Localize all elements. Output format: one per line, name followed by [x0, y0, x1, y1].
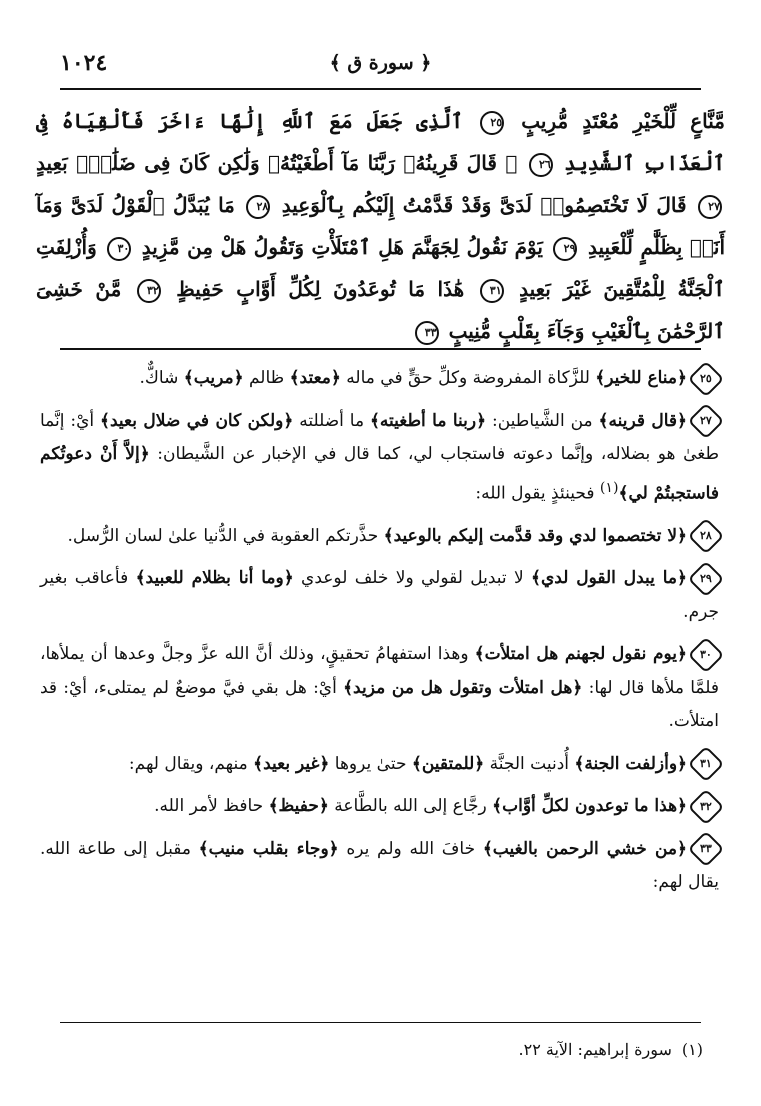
quoted-verse: ﴿ربنا ما أطغيته﴾: [369, 410, 487, 431]
commentary-notes: [40, 362, 719, 909]
header-rule: [60, 88, 701, 90]
quoted-verse: ﴿حفيظ﴾: [268, 796, 329, 817]
quran-verse-text: هَٰذَا مَا تُوعَدُونَ لِكُلِّ أَوَّابٍ حَفِيظٍ: [176, 277, 465, 301]
verse-number-badge: ٢٨: [688, 518, 725, 555]
ayah-number-marker: ٣٢: [137, 279, 161, 303]
verse-number-badge: ٣٠: [688, 636, 725, 673]
explanation-text: للزَّكاة المفروضة وكلِّ حقٍّ في ماله: [340, 368, 596, 388]
verse-number-badge: ٢٧: [688, 403, 725, 440]
quran-verse-text: مَّنْ خَشِىَ ٱلرَّحْمَٰنَ بِٱلْغَيْبِ وَجَآءَ بِقَلْبٍ مُّنِيبٍ: [36, 277, 725, 343]
quoted-verse: ﴿ولكن كان في ضلال بعيد﴾: [100, 410, 294, 431]
quoted-verse: ﴿مريب﴾: [183, 368, 244, 388]
quran-verse-text: ٱلَّذِى جَعَلَ مَعَ ٱللَّهِ إِلَٰهًا ءَاخَرَ فَأَلْقِيَاهُ فِى ٱلْعَذَابِ ٱلشَّدِيدِ: [36, 109, 726, 175]
quran-verse-text: مَّنَّاعٍ لِّلْخَيْرِ مُعْتَدٍ مُّرِيبٍ: [521, 109, 725, 133]
quoted-verse: ﴿هذا ما توعدون لكلِّ أوَّاب﴾: [492, 796, 687, 817]
explanation-text: حتىٰ يروها: [329, 753, 412, 774]
footnote: [60, 1036, 703, 1064]
ayah-number-marker: ٢٦: [529, 153, 553, 177]
quoted-verse: ﴿قال قرينه﴾: [598, 410, 688, 431]
quran-text-block: [36, 100, 725, 352]
explanation-text: منهم، ويقال لهم:: [128, 753, 254, 774]
verse-number-badge: ٣٢: [688, 788, 725, 825]
explanation-text: أيْ: هل بقي فيَّ موضعٌ لم يمتلىء، أيْ: قد امتلأت.: [40, 677, 719, 732]
quoted-verse: ﴿وجاء بقلب منيب﴾: [198, 838, 339, 859]
explanation-text: وهذا استفهامُ تحقيقٍ، وذلك أنَّ الله عزَّ وجلَّ وعدها أن يملأها، فلمَّا ملأها قال لها:: [40, 644, 719, 698]
explanation-text: أيْ: إنَّما طغىٰ هو بضلاله، وإنَّما دعوته فاستجاب لي، كما قال في الإخبار عن الشَّيطان:: [40, 410, 719, 464]
verse-number-badge: ٢٩: [688, 560, 725, 597]
quoted-verse: ﴿للمتقين﴾: [411, 753, 485, 774]
quoted-verse: ﴿غير بعيد﴾: [253, 753, 330, 774]
ayah-number-marker: ٣١: [480, 279, 504, 303]
quoted-verse: ﴿ما يبدل القول لدي﴾: [531, 568, 687, 589]
section-divider: [60, 348, 701, 350]
explanation-text: رجَّاع إلى الله بالطَّاعة: [328, 796, 493, 817]
ayah-number-marker: ٣٣: [415, 321, 439, 345]
explanation-text: حذَّرتكم العقوبة في الدُّنيا علىٰ لسان الرُّسل.: [67, 525, 384, 546]
explanation-text: ظالم: [243, 368, 290, 388]
explanation-text: ما أضللته: [293, 410, 370, 431]
quran-verse-text: قَالَ لَا تَخْتَصِمُوا۟ لَدَىَّ وَقَدْ قَدَّمْتُ إِلَيْكُم بِٱلْوَعِيدِ: [281, 193, 687, 217]
quran-verse-text: يَوْمَ نَقُولُ لِجَهَنَّمَ هَلِ ٱمْتَلَأْتِ وَتَقُولُ هَلْ مِن مَّزِيدٍ: [141, 235, 543, 259]
commentary-note-31: [40, 748, 719, 782]
commentary-note-28: [40, 520, 719, 554]
footnote-text: سورة إبراهيم: الآية ٢٢.: [518, 1040, 672, 1059]
quoted-verse: ﴿من خشي الرحمن بالغيب﴾: [482, 838, 687, 859]
explanation-text: شاكٌّ.: [139, 368, 184, 388]
commentary-note-27: [40, 405, 719, 511]
quoted-verse: ﴿لا تختصموا لدي وقد قدَّمت إليكم بالوعيد﴾: [383, 525, 687, 546]
footnote-reference: (١): [599, 479, 619, 496]
quran-verse-text: مَا يُبَدَّلُ ٱلْقَوْلُ لَدَىَّ وَمَآ أَنَا۠ بِظَلَّٰمٍ لِّلْعَبِيدِ: [36, 193, 726, 259]
quoted-verse: ﴿وما أنا بظلام للعبيد﴾: [135, 568, 294, 589]
explanation-text: أُدنيت الجنَّة: [484, 753, 575, 774]
footnote-number: (١): [681, 1040, 703, 1059]
commentary-note-30: [40, 638, 719, 739]
quoted-verse: ﴿مناع للخير﴾: [595, 368, 687, 388]
verse-number-badge: ٣٣: [688, 831, 725, 868]
page-header: [60, 44, 701, 84]
ayah-number-marker: ٣٠: [107, 237, 131, 261]
verse-number-badge: ٢٥: [688, 360, 725, 397]
page-number: ١٠٢٤: [60, 50, 108, 76]
surah-title: ﴿ سورة ق ﴾: [329, 52, 432, 74]
explanation-text: فأعاقب بغير جرم.: [40, 568, 719, 622]
commentary-note-33: [40, 833, 719, 900]
commentary-note-32: [40, 790, 719, 824]
explanation-text: فحينئذٍ يقول الله:: [475, 483, 600, 504]
ayah-number-marker: ٢٩: [553, 237, 577, 261]
footnote-divider: [60, 1022, 701, 1023]
ayah-number-marker: ٢٧: [698, 195, 722, 219]
quran-verse-text: وَأُزْلِفَتِ ٱلْجَنَّةُ لِلْمُتَّقِينَ غَيْرَ بَعِيدٍ: [36, 235, 725, 301]
quoted-verse: ﴿هل امتلأت وتقول هل من مزيد﴾: [343, 677, 583, 698]
ayah-number-marker: ٢٥: [480, 111, 504, 135]
explanation-text: خافَ الله ولم يره: [338, 838, 483, 859]
explanation-text: من الشَّياطين:: [486, 410, 599, 431]
quran-verse-text: ۞ قَالَ قَرِينُهُۥ رَبَّنَا مَآ أَطْغَيْتُهُۥ وَلَٰكِن كَانَ فِى ضَلَٰلٍۭ بَعِيدٍ: [36, 151, 518, 175]
quoted-verse: ﴿وأزلفت الجنة﴾: [574, 753, 687, 774]
ayah-number-marker: ٢٨: [246, 195, 270, 219]
quoted-verse: ﴿إلاَّ أَنْ دعوتُكم فاستجبتُمْ لي﴾: [40, 444, 719, 504]
quoted-verse: ﴿معتد﴾: [289, 368, 341, 388]
explanation-text: مقبل إلى طاعة الله. يقال لهم:: [40, 838, 719, 893]
explanation-text: حافظ لأمر الله.: [154, 796, 269, 817]
commentary-note-25: [40, 362, 719, 396]
explanation-text: لا تبديل لقولي ولا خلف لوعدي: [293, 568, 532, 589]
quoted-verse: ﴿يوم نقول لجهنم هل امتلأت﴾: [474, 644, 687, 665]
verse-number-badge: ٣١: [688, 746, 725, 783]
commentary-note-29: [40, 562, 719, 629]
